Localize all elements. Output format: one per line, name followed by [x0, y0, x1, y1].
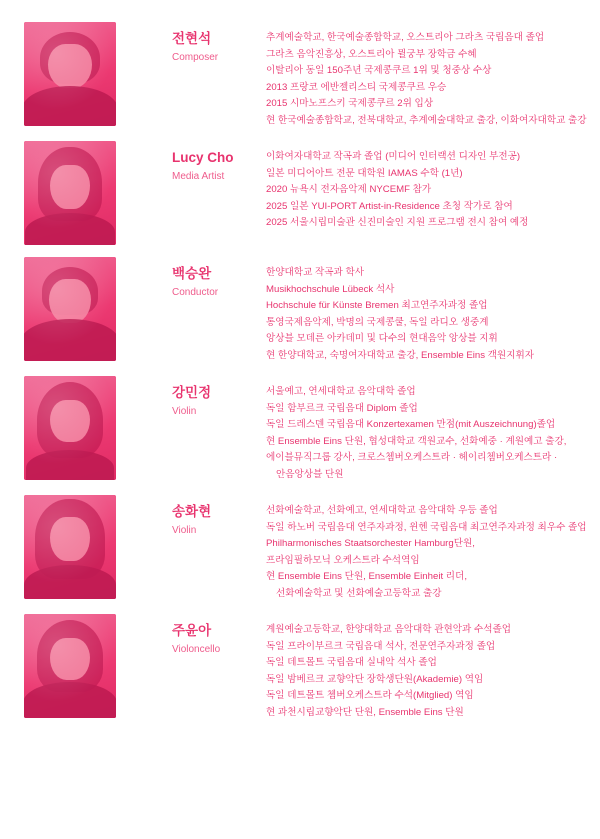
- member-role: Violin: [172, 524, 197, 536]
- member-name: 송화현: [172, 504, 212, 519]
- bio-line: 선화예술학교 및 선화예술고등학교 출강: [276, 587, 442, 599]
- member-role: Conductor: [172, 286, 219, 298]
- portrait-photo: [24, 141, 116, 245]
- bio-line: 2013 프랑코 에반젤리스티 국제콩쿠르 우승: [266, 81, 447, 93]
- bio-line: 2020 뉴욕시 전자음악제 NYCEMF 참가: [266, 184, 432, 195]
- portrait-photo: [24, 257, 116, 361]
- bio-line: 서울예고, 연세대학교 음악대학 졸업: [266, 386, 416, 397]
- portrait-highlight: [24, 614, 116, 718]
- bio-line: 현 한양대학교, 숙명여자대학교 출강, Ensemble Eins 객원지휘자: [266, 349, 534, 361]
- portrait-photo: [24, 22, 116, 126]
- member-role: Violin: [172, 405, 197, 417]
- member-bio-list: [260, 614, 576, 721]
- bio-line: 계원예술고등학교, 한양대학교 음악대학 관현악과 수석졸업: [266, 624, 512, 635]
- member-name-block: [116, 257, 260, 299]
- portrait-highlight: [24, 257, 116, 361]
- portrait-highlight: [24, 22, 116, 126]
- member-roster: [24, 22, 587, 733]
- member-entry: [24, 22, 587, 129]
- bio-line: Hochschule für Künste Bremen 최고연주자과정 졸업: [266, 300, 488, 311]
- member-bio-list: [260, 257, 576, 364]
- member-entry: [24, 257, 576, 364]
- bio-line: 독일 드레스덴 국립음대 Konzertexamen 만점(mit Auszeichnung)졸업: [266, 419, 556, 430]
- bio-line: Musikhochschule Lübeck 석사: [266, 283, 395, 295]
- portrait-highlight: [24, 141, 116, 245]
- bio-line: 에이블뮤직그룹 강사, 크로스쳄버오케스트라 · 헤이리쳄버오케스트라 ·: [266, 452, 558, 463]
- bio-line: 한양대학교 작곡과 학사: [266, 267, 365, 278]
- member-name: Lucy Cho: [172, 150, 234, 165]
- bio-line: 독일 하노버 국립음대 연주자과정, 윈헨 국립음대 최고연주자과정 최우수 졸업: [266, 521, 587, 533]
- bio-line: 선화예술학교, 선화예고, 연세대학교 음악대학 우등 졸업: [266, 505, 498, 516]
- member-role: Composer: [172, 51, 219, 63]
- member-role: Media Artist: [172, 170, 225, 182]
- bio-line: 2025 일본 YUI-PORT Artist-in-Residence 초청 작가로 참여: [266, 200, 513, 212]
- bio-line: 현 한국예술종합학교, 전북대학교, 추계예술대학교 출강, 이화여자대학교 출강: [266, 114, 587, 126]
- bio-line: 현 Ensemble Eins 단원, 협성대학교 객원교수, 선화예중 · 계원예고 출강,: [266, 435, 567, 447]
- member-bio-list: [260, 141, 576, 232]
- member-entry: [24, 614, 576, 721]
- member-name: 백승완: [172, 266, 212, 281]
- member-role: Violoncello: [172, 643, 221, 655]
- member-entry: [24, 495, 587, 602]
- member-name-block: [116, 22, 260, 64]
- member-bio-list: [260, 376, 576, 483]
- member-bio-list: [260, 495, 587, 602]
- bio-line: 2025 서울시립미술관 신진미술인 지원 프로그램 전시 참여 예정: [266, 217, 529, 228]
- bio-line: 앙상블 모데른 아카데미 및 다수의 현대음악 앙상블 지휘: [266, 333, 498, 344]
- portrait-photo: [24, 495, 116, 599]
- bio-line: Philharmonisches Staatsorchester Hamburg단원,: [266, 538, 475, 549]
- bio-line: 안음앙상블 단원: [276, 468, 344, 480]
- member-entry: [24, 376, 576, 483]
- bio-line: 독일 함부르크 국립음대 Diplom 졸업: [266, 402, 418, 414]
- bio-line: 독일 프라이부르크 국립음대 석사, 전문연주자과정 졸업: [266, 640, 496, 652]
- bio-line: 이탈리아 동일 150주년 국제콩쿠르 1위 및 청중상 수상: [266, 65, 492, 76]
- member-name: 전현석: [172, 31, 212, 46]
- bio-line: 현 Ensemble Eins 단원, Ensemble Einheit 리더,: [266, 571, 467, 582]
- member-entry: [24, 141, 576, 245]
- bio-line: 독일 데트몰트 국립음대 실내악 석사 졸업: [266, 657, 437, 668]
- bio-line: 2015 시마노프스키 국제콩쿠르 2위 입상: [266, 98, 434, 109]
- portrait-photo: [24, 614, 116, 718]
- member-name-block: [116, 614, 260, 656]
- bio-line: 독일 데트몰트 쳄버오케스트라 수석(Mitglied) 역임: [266, 690, 474, 701]
- member-name-block: [116, 376, 260, 418]
- bio-line: 현 과천시립교향악단 단원, Ensemble Eins 단원: [266, 706, 464, 718]
- member-name-block: [116, 495, 260, 537]
- bio-line: 그라츠 음악진흥상, 오스트리아 뮐궁부 장학금 수혜: [266, 48, 477, 60]
- member-name-block: [116, 141, 260, 183]
- bio-line: 통영국제음악제, 박명의 국제콩쿨, 독일 라디오 생중계: [266, 316, 489, 328]
- bio-line: 프라임필하모닉 오케스트라 수석역임: [266, 554, 420, 566]
- portrait-highlight: [24, 376, 116, 480]
- member-name: 주윤아: [172, 623, 212, 638]
- bio-line: 추계예술학교, 한국예술종합학교, 오스트리아 그라츠 국립음대 졸업: [266, 32, 545, 43]
- portrait-highlight: [24, 495, 116, 599]
- bio-line: 독일 밤베르크 교향악단 장학생단원(Akademie) 역임: [266, 673, 484, 685]
- bio-line: 이화여자대학교 작곡과 졸업 (미디어 인터랙션 디자인 부전공): [266, 151, 521, 162]
- member-name: 강민정: [172, 385, 212, 400]
- portrait-photo: [24, 376, 116, 480]
- bio-line: 일본 미디어아트 전문 대학원 IAMAS 수학 (1년): [266, 167, 463, 179]
- member-bio-list: [260, 22, 587, 129]
